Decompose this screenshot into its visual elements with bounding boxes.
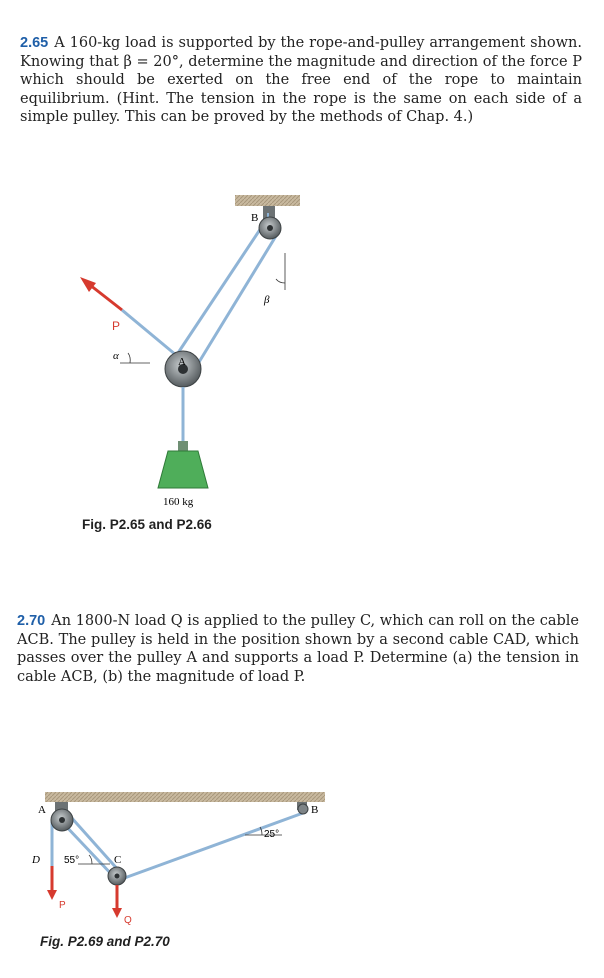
support-b-pin xyxy=(298,804,308,814)
force-p-arrow xyxy=(90,285,122,310)
pulley-b-hub xyxy=(267,225,273,231)
ceiling-beam xyxy=(45,792,325,802)
angle-25-label: 25° xyxy=(264,829,280,840)
load-hook xyxy=(178,441,188,451)
figure-p2-65 xyxy=(0,195,604,515)
label-a: A xyxy=(38,804,46,816)
figure-p2-70 xyxy=(0,780,604,950)
cable-a-to-c xyxy=(62,822,115,878)
angle-55-label: 55° xyxy=(64,855,80,866)
label-d: D xyxy=(32,854,40,866)
label-b: B xyxy=(251,212,259,224)
label-a: A xyxy=(178,356,186,368)
pulley-c-hub xyxy=(115,874,120,879)
problem-statement: An 1800-N load Q is applied to the pulley C, which can roll on the cable ACB. The pulley is held in the position shown by a second cable CAD, which passes over the pulley A and supports a load P. Determine (a) the tension in cable ACB, (b) the magnitude of load P. xyxy=(17,613,579,685)
ceiling-support xyxy=(235,195,300,206)
figure-1-caption: Fig. P2.65 and P2.66 xyxy=(82,517,212,532)
label-p: P xyxy=(59,900,66,911)
label-alpha: α xyxy=(113,350,119,362)
beta-arc xyxy=(276,279,285,283)
rope-free-end xyxy=(122,310,176,355)
alpha-arc xyxy=(128,353,130,363)
mass-label: 160 kg xyxy=(163,496,194,508)
problem-2-70-text xyxy=(17,612,579,686)
pulley-a-hub xyxy=(59,817,65,823)
label-c: C xyxy=(114,854,122,866)
force-p-arrowhead xyxy=(80,277,96,292)
cable-c-to-b xyxy=(119,813,303,880)
load-block-160kg xyxy=(158,451,208,488)
load-p-arrowhead xyxy=(47,890,57,900)
rope-segment xyxy=(170,228,261,365)
problem-statement: A 160-kg load is supported by the rope-and-pulley arrangement shown. Knowing that β = 20°, determine the magnitude and direction of the force P which should be exerted on the free end of the rope to maintain equilibrium. (Hint. The tension in the rope is the same on each side of a simple pulley. This can be proved by the methods of Chap. 4.) xyxy=(20,35,582,125)
problem-number: 2.70 xyxy=(17,613,46,629)
label-q: Q xyxy=(124,915,132,926)
problem-2-65-text xyxy=(20,34,582,127)
label-p: P xyxy=(112,319,121,333)
label-beta: β xyxy=(264,294,270,306)
load-q-arrowhead xyxy=(112,908,122,918)
figure-2-caption: Fig. P2.69 and P2.70 xyxy=(40,934,170,949)
angle-55-arc xyxy=(89,855,92,864)
problem-number: 2.65 xyxy=(20,35,49,51)
label-b: B xyxy=(311,804,319,816)
